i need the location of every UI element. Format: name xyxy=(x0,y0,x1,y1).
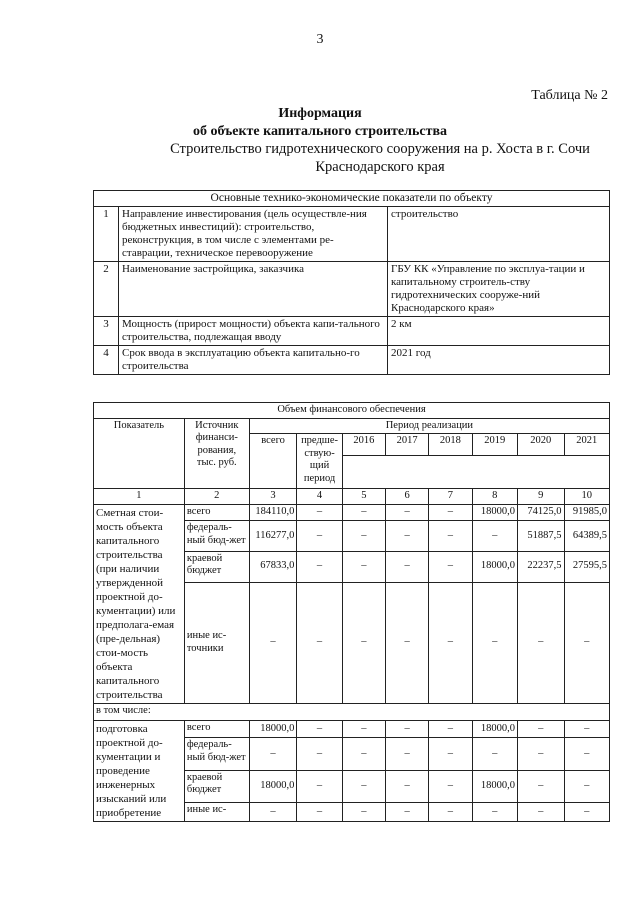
value-cell: – xyxy=(342,504,385,521)
value-cell: – xyxy=(386,738,429,771)
value-cell: – xyxy=(564,770,610,803)
value-cell: 22237,5 xyxy=(517,551,564,582)
col-number: 3 xyxy=(249,489,297,505)
table-row xyxy=(94,504,610,521)
value-cell: – xyxy=(472,738,517,771)
block2-label: подготовка проектной до-кументации и проведение инженерных изысканий или приобретение xyxy=(94,720,185,821)
finance-header: Объем финансового обеспечения xyxy=(94,403,610,419)
value-cell: 27595,5 xyxy=(564,551,610,582)
value-cell: 74125,0 xyxy=(517,504,564,521)
row-number: 2 xyxy=(94,262,119,317)
col-year: 2019 xyxy=(472,434,517,456)
value-cell: – xyxy=(429,504,472,521)
indicator-row xyxy=(94,346,610,375)
source-cell: краевой бюджет xyxy=(184,551,249,582)
value-cell: – xyxy=(386,504,429,521)
value-cell: – xyxy=(429,803,472,821)
value-cell: – xyxy=(429,521,472,552)
value-cell: – xyxy=(249,803,297,821)
source-cell: краевой бюджет xyxy=(184,770,249,803)
value-cell: – xyxy=(472,582,517,703)
including-label: в том числе: xyxy=(94,703,610,720)
value-cell: – xyxy=(249,582,297,703)
col-number: 2 xyxy=(184,489,249,505)
value-cell: – xyxy=(564,720,610,738)
row-number: 1 xyxy=(94,207,119,262)
page-number: 3 xyxy=(316,32,324,47)
source-cell: всего xyxy=(184,720,249,738)
value-cell: 18000,0 xyxy=(472,770,517,803)
value-cell: 18000,0 xyxy=(472,720,517,738)
col-year: 2016 xyxy=(342,434,385,456)
value-cell: – xyxy=(517,582,564,703)
col-prev-header: предше-ствую-щий период xyxy=(297,434,342,489)
value-cell: – xyxy=(564,803,610,821)
source-cell: иные ис- xyxy=(184,803,249,821)
value-cell: – xyxy=(342,770,385,803)
col-number: 5 xyxy=(342,489,385,505)
value-cell: – xyxy=(517,770,564,803)
col-indicator-header: Показатель xyxy=(94,418,185,489)
value-cell: – xyxy=(429,770,472,803)
value-cell: – xyxy=(342,582,385,703)
value-cell: – xyxy=(249,738,297,771)
col-year: 2018 xyxy=(429,434,472,456)
value-cell: – xyxy=(342,521,385,552)
indicator-label: Направление инвестирования (цель осуществле-ния бюджетных инвестиций): строительство, реконструкция, в том числе с элементами ре-ставрации, техническое перевооружение xyxy=(119,207,388,262)
source-cell: иные ис-точники xyxy=(184,582,249,703)
source-cell: федераль-ный бюд-жет xyxy=(184,738,249,771)
indicator-value: 2021 год xyxy=(388,346,610,375)
col-number: 10 xyxy=(564,489,610,505)
value-cell: – xyxy=(386,582,429,703)
value-cell: – xyxy=(386,521,429,552)
source-cell: всего xyxy=(184,504,249,521)
value-cell: – xyxy=(297,803,342,821)
value-cell: 67833,0 xyxy=(249,551,297,582)
value-cell: – xyxy=(342,720,385,738)
value-cell: – xyxy=(297,521,342,552)
value-cell: 184110,0 xyxy=(249,504,297,521)
source-cell: федераль-ный бюд-жет xyxy=(184,521,249,552)
value-cell: – xyxy=(429,551,472,582)
document-title-line2: об объекте капитального строительства xyxy=(192,124,448,139)
document-title: Информация xyxy=(278,106,362,121)
table-row xyxy=(94,720,610,738)
value-cell: – xyxy=(297,720,342,738)
indicator-label: Мощность (прирост мощности) объекта капи-тального строительства, подлежащая вводу xyxy=(119,317,388,346)
indicators-header: Основные технико-экономические показатели по объекту xyxy=(94,191,610,207)
value-cell: – xyxy=(297,582,342,703)
value-cell: – xyxy=(342,551,385,582)
col-number: 8 xyxy=(472,489,517,505)
value-cell: – xyxy=(386,770,429,803)
col-number: 4 xyxy=(297,489,342,505)
indicator-value: ГБУ КК «Управление по эксплуа-тации и капитальному строитель-ству гидротехнических сооруже-ний Краснодарского края» xyxy=(388,262,610,317)
value-cell: – xyxy=(517,738,564,771)
period-header: Период реализации xyxy=(249,418,609,434)
col-year: 2021 xyxy=(564,434,610,456)
indicator-row xyxy=(94,317,610,346)
value-cell: – xyxy=(297,504,342,521)
value-cell: 18000,0 xyxy=(472,504,517,521)
col-year: 2017 xyxy=(386,434,429,456)
value-cell: – xyxy=(297,551,342,582)
value-cell: 18000,0 xyxy=(249,770,297,803)
value-cell: – xyxy=(386,720,429,738)
indicator-label: Наименование застройщика, заказчика xyxy=(119,262,388,317)
indicator-row xyxy=(94,262,610,317)
col-year: 2020 xyxy=(517,434,564,456)
row-number: 4 xyxy=(94,346,119,375)
value-cell: 51887,5 xyxy=(517,521,564,552)
value-cell: 64389,5 xyxy=(564,521,610,552)
value-cell: – xyxy=(386,551,429,582)
block1-label: Сметная стои-мость объекта капитального строительства (при наличии утвержденной проектной до-кументации) или предполага-емая (пре-дельная) стои-мость объекта капитального строительства xyxy=(94,504,185,703)
value-cell: – xyxy=(517,720,564,738)
col-number: 7 xyxy=(429,489,472,505)
indicator-value: строительство xyxy=(388,207,610,262)
indicator-row xyxy=(94,207,610,262)
value-cell: – xyxy=(472,803,517,821)
col-number: 6 xyxy=(386,489,429,505)
finance-table xyxy=(93,402,610,822)
col-number: 1 xyxy=(94,489,185,505)
value-cell: 18000,0 xyxy=(472,551,517,582)
row-number: 3 xyxy=(94,317,119,346)
value-cell: 116277,0 xyxy=(249,521,297,552)
value-cell: – xyxy=(342,803,385,821)
value-cell: – xyxy=(472,521,517,552)
indicator-value: 2 км xyxy=(388,317,610,346)
value-cell: – xyxy=(517,803,564,821)
col-source-header: Источник финанси-рования, тыс. руб. xyxy=(184,418,249,489)
indicators-table xyxy=(93,190,610,375)
value-cell: – xyxy=(564,582,610,703)
value-cell: 91985,0 xyxy=(564,504,610,521)
col-total-header: всего xyxy=(249,434,297,489)
value-cell: – xyxy=(564,738,610,771)
object-name: Строительство гидротехнического сооружения на р. Хоста в г. Сочи Краснодарского края xyxy=(170,141,590,175)
table-label: Таблица № 2 xyxy=(531,88,608,103)
value-cell: – xyxy=(386,803,429,821)
col-number: 9 xyxy=(517,489,564,505)
value-cell: – xyxy=(429,738,472,771)
indicator-label: Срок ввода в эксплуатацию объекта капитально-го строительства xyxy=(119,346,388,375)
value-cell: – xyxy=(429,582,472,703)
value-cell: – xyxy=(342,738,385,771)
value-cell: 18000,0 xyxy=(249,720,297,738)
value-cell: – xyxy=(429,720,472,738)
value-cell: – xyxy=(297,738,342,771)
value-cell: – xyxy=(297,770,342,803)
